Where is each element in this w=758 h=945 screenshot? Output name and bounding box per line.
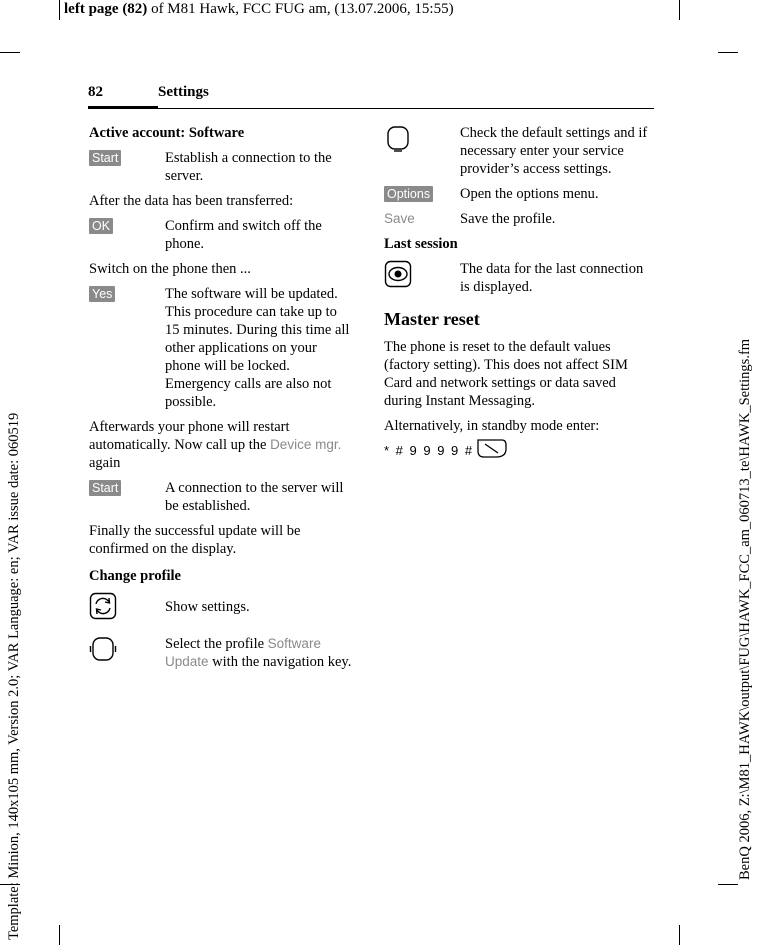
software-update-profile: Software Update xyxy=(165,636,321,669)
reset-code: * # 9 9 9 9 # xyxy=(384,442,474,458)
afterwards-text xyxy=(89,418,354,472)
center-press-icon[interactable] xyxy=(384,260,412,288)
crop-mark xyxy=(679,925,680,945)
step-select-profile xyxy=(89,635,354,671)
navigation-key-icon[interactable] xyxy=(89,635,117,663)
step-text: Show settings. xyxy=(165,599,250,615)
master-reset-heading: Master reset xyxy=(384,309,480,329)
step-text: Confirm and switch off the phone. xyxy=(165,218,322,252)
afterwards-text-2: again xyxy=(89,455,121,471)
header-rule-tick xyxy=(88,106,158,108)
right-column xyxy=(384,124,652,464)
start-softkey[interactable]: Start xyxy=(89,480,121,496)
reset-code-line xyxy=(384,437,652,464)
crop-mark xyxy=(718,884,738,885)
step-text: Establish a connection to the server. xyxy=(165,150,332,184)
select-profile-text-2: with the navigation key. xyxy=(208,654,352,670)
navigation-down-icon[interactable] xyxy=(384,124,412,152)
finally-text: Finally the successful update will be confirmed on the display. xyxy=(89,523,301,557)
crop-mark xyxy=(718,52,738,53)
step-save xyxy=(384,210,652,228)
template-info: Template: Minion, 140x105 mm, Version 2.0; VAR Language: en; VAR issue date: 060519 xyxy=(6,412,22,940)
step-start-connection xyxy=(89,149,354,185)
step-last-session xyxy=(384,260,652,296)
step-text xyxy=(165,635,354,671)
page-title: Settings xyxy=(158,84,209,100)
last-session-heading: Last session xyxy=(384,236,458,252)
step-text: A connection to the server will be established. xyxy=(165,480,344,514)
change-profile-heading: Change profile xyxy=(89,568,181,584)
start-softkey[interactable]: Start xyxy=(89,150,121,166)
step-start-connection-2 xyxy=(89,479,354,515)
select-profile-text-1: Select the profile xyxy=(165,636,268,652)
crop-mark xyxy=(679,0,680,20)
crop-mark xyxy=(59,0,60,20)
step-text: Open the options menu. xyxy=(460,186,599,202)
device-manager-menu: Device mgr. xyxy=(270,437,342,452)
print-header-info: of M81 Hawk, FCC FUG am, (13.07.2006, 15:55) xyxy=(147,1,454,17)
call-key-icon[interactable] xyxy=(476,437,508,464)
step-confirm xyxy=(89,217,354,253)
left-column xyxy=(89,124,354,678)
step-text: Save the profile. xyxy=(460,211,556,227)
menu-arrows-icon[interactable] xyxy=(89,592,117,620)
crop-mark xyxy=(0,52,20,53)
step-options xyxy=(384,185,652,203)
save-menu-item[interactable]: Save xyxy=(384,211,415,226)
afterwards-text-1: Afterwards your phone will restart automatically. Now call up the xyxy=(89,419,290,453)
print-header-page: left page (82) xyxy=(64,1,148,17)
switch-on-text: Switch on the phone then ... xyxy=(89,261,251,277)
step-text: The data for the last connection is displayed. xyxy=(460,261,644,295)
file-path-info: BenQ 2006, Z:\M81_HAWK\output\FUG\HAWK_FCC_am_060713_te\HAWK_Settings.fm xyxy=(737,338,753,880)
master-reset-description: The phone is reset to the default values (factory setting). This does not affect SIM Card and network settings or data saved during Instant Messaging. xyxy=(384,339,628,409)
page-header xyxy=(88,82,654,109)
step-update xyxy=(89,285,354,411)
step-text: Check the default settings and if necessary enter your service provider’s access settings. xyxy=(460,125,648,177)
step-show-settings xyxy=(89,592,354,625)
options-softkey[interactable]: Options xyxy=(384,186,433,202)
crop-mark xyxy=(59,925,60,945)
alternatively-text: Alternatively, in standby mode enter: xyxy=(384,418,600,434)
ok-softkey[interactable]: OK xyxy=(89,218,113,234)
step-check-settings xyxy=(384,124,652,178)
active-account-heading: Active account: Software xyxy=(89,125,245,141)
page-number: 82 xyxy=(88,84,103,100)
step-text: The software will be updated. This procedure can take up to 15 minutes. During this time all other applications on your phone will be locked. Emergency calls are also not possible. xyxy=(165,286,350,410)
yes-softkey[interactable]: Yes xyxy=(89,286,115,302)
after-transfer-text: After the data has been transferred: xyxy=(89,193,294,209)
print-header xyxy=(64,0,454,18)
